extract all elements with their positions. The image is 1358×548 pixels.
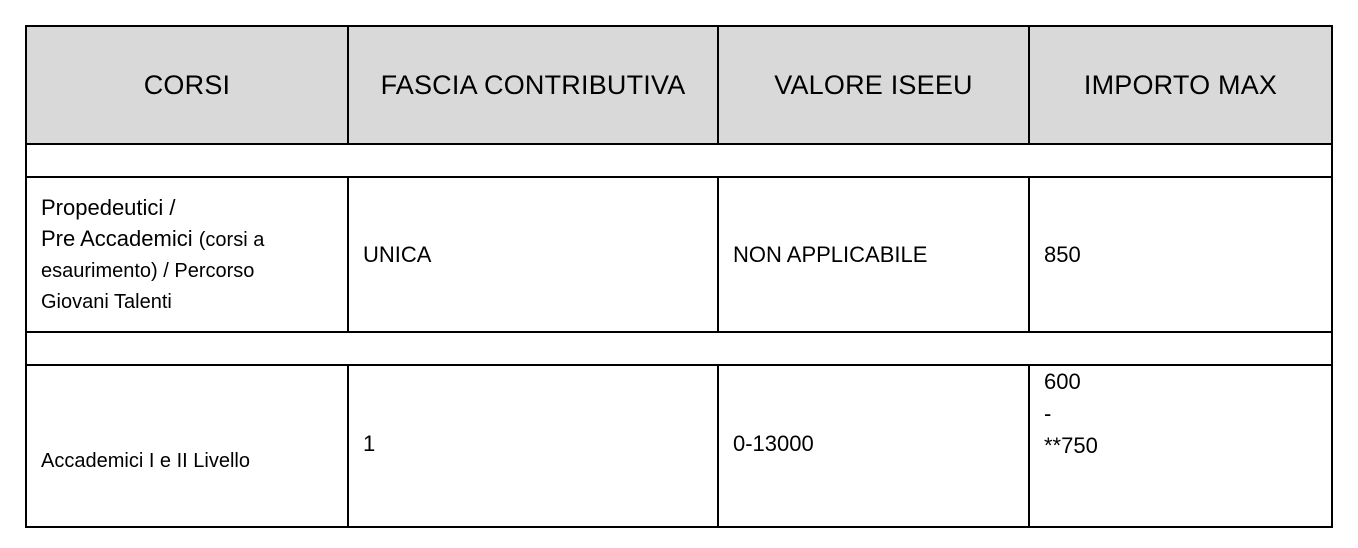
- isee-value: 0-13000: [733, 431, 814, 456]
- importo-lines: [1044, 366, 1098, 462]
- header-corsi: CORSI: [26, 26, 348, 144]
- course-line: Propedeutici /: [41, 194, 176, 220]
- importo-line: **750: [1044, 433, 1098, 458]
- isee-cell: [718, 365, 1029, 527]
- fascia-value: 1: [363, 431, 376, 456]
- importo-cell: 850: [1029, 177, 1332, 332]
- course-line: (corsi a: [198, 228, 265, 251]
- header-valore-iseeu: VALORE ISEEU: [718, 26, 1029, 144]
- importo-line: -: [1044, 401, 1052, 426]
- course-cell: [26, 177, 348, 332]
- course-line: Giovani Talenti: [41, 290, 172, 313]
- spacer-row: [26, 144, 1332, 177]
- header-importo-max: IMPORTO MAX: [1029, 26, 1332, 144]
- course-line: Pre Accademici: [41, 225, 193, 251]
- fascia-cell: [348, 365, 718, 527]
- header-fascia-contributiva: FASCIA CONTRIBUTIVA: [348, 26, 718, 144]
- table-header-row: [26, 26, 1332, 144]
- course-line: esaurimento) / Percorso: [41, 259, 255, 282]
- fascia-cell: UNICA: [348, 177, 718, 332]
- isee-cell: NON APPLICABILE: [718, 177, 1029, 332]
- course-label: Accademici I e II Livello: [41, 450, 250, 472]
- table-row: [26, 177, 1332, 332]
- importo-cell: [1029, 365, 1332, 527]
- course-cell: [26, 365, 348, 527]
- spacer-row: [26, 332, 1332, 365]
- fee-table: [25, 25, 1333, 528]
- table-row: [26, 365, 1332, 527]
- importo-line: 600: [1044, 369, 1081, 394]
